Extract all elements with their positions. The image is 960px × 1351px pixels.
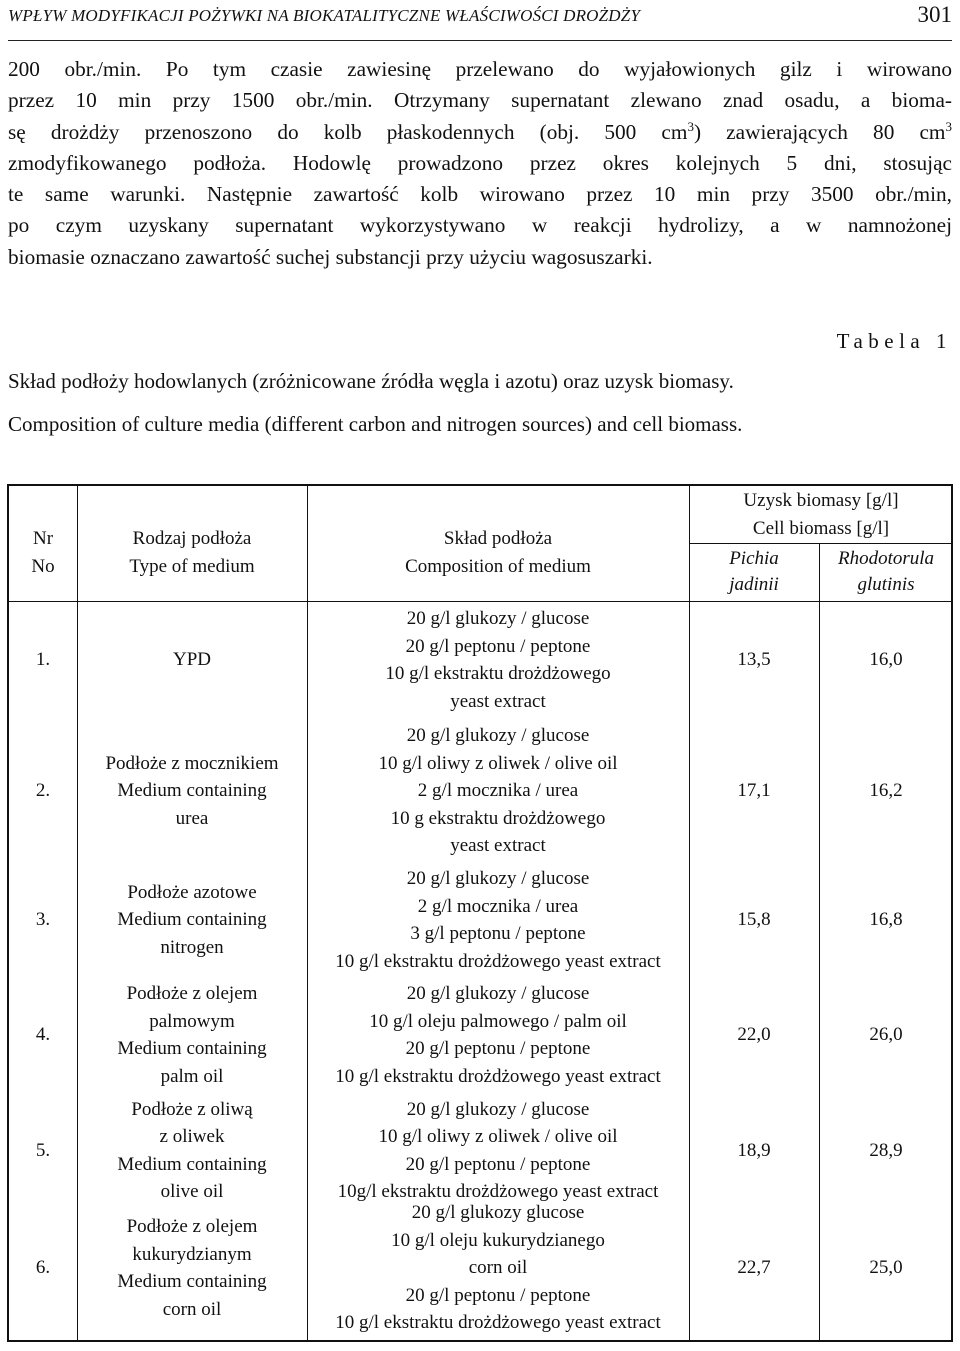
rhodotorula-biomass-value: [819, 719, 953, 863]
medium-composition-line: 20 g/l glukozy / glucose: [406, 983, 590, 1004]
body-text-fragment: sę drożdży przenoszono do kolb płaskodennych (obj. 500 cm: [8, 119, 688, 144]
medium-type: [77, 1208, 307, 1328]
medium-composition-line: 10 g/l ekstraktu drożdżowego yeast extract: [335, 950, 661, 972]
rhodotorula-biomass-value: [819, 1093, 953, 1208]
rhodotorula-biomass-value-line: 26,0: [869, 1024, 903, 1046]
medium-type: [77, 719, 307, 863]
header-type-of-medium-line: Type of medium: [129, 555, 255, 577]
medium-type-line: Podłoże azotowe: [127, 881, 257, 903]
pichia-biomass-value-line: 15,8: [737, 909, 771, 931]
body-line: te same warunki. Następnie zawartość kolb wirowano przez 10 min przy 3500 obr./min,: [8, 182, 952, 207]
medium-type-line: urea: [175, 807, 209, 829]
medium-type-line: z oliwek: [159, 1126, 225, 1147]
medium-type-line: nitrogen: [160, 936, 224, 958]
medium-composition-line: 10 g/l ekstraktu drożdżowego: [385, 663, 611, 684]
pichia-biomass-value-line: 18,9: [737, 1139, 771, 1161]
composition-table: [7, 484, 953, 1342]
pichia-biomass-value: [689, 1208, 819, 1328]
medium-composition-line: 10 g/l oliwy z oliwek / olive oil: [378, 1126, 618, 1147]
medium-composition-line: 10 g ekstraktu drożdżowego: [390, 807, 606, 829]
header-nr-line: No: [31, 555, 55, 577]
medium-composition: [307, 1093, 689, 1208]
rhodotorula-biomass-value: [819, 977, 953, 1093]
header-rhodotorula-glutinis: [819, 543, 953, 601]
header-pichia-jadinii-line: jadinii: [729, 574, 779, 595]
medium-composition-line: 3 g/l peptonu / peptone: [410, 923, 586, 944]
medium-type: [77, 977, 307, 1093]
medium-composition-line: 20 g/l glukozy / glucose: [406, 868, 590, 889]
medium-composition-line: 10 g/l ekstraktu drożdżowego yeast extract: [335, 1065, 661, 1087]
table-label: Tabela 1: [836, 329, 952, 353]
rhodotorula-biomass-value-line: 16,8: [869, 909, 903, 931]
medium-type-line: Medium containing: [117, 1271, 267, 1292]
medium-composition-line: 20 g/l glukozy / glucose: [406, 608, 590, 629]
header-biomass-line: Cell biomass [g/l]: [752, 517, 890, 539]
header-composition-line: Skład podłoża: [443, 528, 553, 549]
medium-composition: [307, 719, 689, 863]
medium-composition-line: 10 g/l oleju palmowego / palm oil: [369, 1010, 627, 1032]
medium-type-line: Medium containing: [117, 909, 267, 931]
pichia-biomass-value-line: 13,5: [737, 649, 771, 671]
pichia-biomass-value-line: 22,0: [737, 1024, 771, 1046]
row-number: [9, 719, 77, 863]
row-number-line: 4.: [35, 1024, 51, 1046]
header-biomass: [689, 486, 953, 543]
medium-type-line: Podłoże z oliwą: [131, 1098, 253, 1120]
rhodotorula-biomass-value-line: 16,0: [869, 649, 903, 671]
medium-type: [77, 863, 307, 977]
medium-type-line: corn oil: [162, 1298, 222, 1320]
header-composition: [307, 504, 689, 601]
pichia-biomass-value: [689, 977, 819, 1093]
medium-composition-line: yeast extract: [450, 835, 546, 857]
pichia-biomass-value-line: 22,7: [737, 1257, 771, 1279]
header-nr-line: Nr: [32, 528, 54, 549]
medium-type-line: Podłoże z olejem: [126, 983, 258, 1004]
running-title: WPŁYW MODYFIKACJI POŻYWKI NA BIOKATALITYCZNE WŁAŚCIWOŚCI DROŻDŻY: [8, 6, 641, 25]
medium-type: [77, 601, 307, 719]
medium-type-line: kukurydzianym: [132, 1243, 252, 1265]
body-paragraph: [8, 54, 952, 273]
row-number: [9, 977, 77, 1093]
medium-type-line: palm oil: [160, 1065, 224, 1087]
medium-type-line: Podłoże z olejem: [126, 1216, 258, 1237]
medium-composition: [307, 977, 689, 1093]
medium-type-line: Podłoże z mocznikiem: [105, 752, 279, 774]
header-pichia-jadinii: [689, 543, 819, 601]
rhodotorula-biomass-value: [819, 601, 953, 719]
medium-composition: [307, 863, 689, 977]
header-nr: [9, 504, 77, 601]
superscript: 3: [687, 118, 694, 134]
body-line: zmodyfikowanego podłoża. Hodowlę prowadzono przez okres kolejnych 5 dni, stosując: [8, 150, 952, 175]
medium-type: [77, 1093, 307, 1208]
medium-composition-line: 10 g/l ekstraktu drożdżowego yeast extract: [335, 1312, 661, 1334]
pichia-biomass-value: [689, 863, 819, 977]
row-number: [9, 863, 77, 977]
row-number-line: 6.: [35, 1257, 51, 1279]
medium-composition-line: 10 g/l oliwy z oliwek / olive oil: [378, 752, 618, 774]
body-line: 200 obr./min. Po tym czasie zawiesinę przelewano do wyjałowionych gilz i wirowano: [8, 57, 952, 81]
medium-composition: [307, 1202, 689, 1334]
medium-composition-line: yeast extract: [450, 690, 546, 712]
table-caption-polish: Skład podłoży hodowlanych (zróżnicowane źródła węgla i azotu) oraz uzysk biomasy.: [8, 369, 734, 393]
rhodotorula-biomass-value-line: 16,2: [869, 780, 903, 802]
header-type-of-medium: [77, 504, 307, 601]
page-number: 301: [917, 2, 952, 27]
header-rhodotorula-glutinis-line: Rhodotorula: [837, 548, 935, 569]
body-line: przez 10 min przy 1500 obr./min. Otrzymany supernatant zlewano znad osadu, a bioma-: [8, 88, 952, 113]
body-line: biomasie oznaczano zawartość suchej substancji przy użyciu wagosuszarki.: [8, 244, 653, 269]
medium-composition-line: 20 g/l glukozy / glucose: [406, 1098, 590, 1120]
medium-composition-line: corn oil: [468, 1257, 528, 1279]
header-rhodotorula-glutinis-line: glutinis: [857, 574, 915, 595]
medium-composition-line: 20 g/l peptonu / peptone: [405, 635, 591, 657]
medium-type-line: Medium containing: [117, 1153, 267, 1175]
medium-composition-line: 20 g/l peptonu / peptone: [405, 1153, 591, 1175]
medium-composition-line: 10g/l ekstraktu drożdżowego yeast extract: [337, 1181, 659, 1202]
table-caption-english: Composition of culture media (different carbon and nitrogen sources) and cell biomass.: [8, 412, 743, 436]
row-number-line: 5.: [35, 1139, 51, 1161]
body-text-fragment: ) zawierających 80 cm: [693, 119, 946, 144]
rhodotorula-biomass-value: [819, 863, 953, 977]
rhodotorula-biomass-value-line: 25,0: [869, 1257, 903, 1279]
body-line: [8, 117, 952, 148]
pichia-biomass-value: [689, 601, 819, 719]
medium-composition-line: 2 g/l mocznika / urea: [417, 895, 579, 917]
medium-type-line: palmowym: [149, 1010, 235, 1032]
row-number-line: 1.: [35, 649, 51, 671]
rhodotorula-biomass-value: [819, 1208, 953, 1328]
medium-composition-line: 20 g/l peptonu / peptone: [405, 1038, 591, 1059]
header-pichia-jadinii-line: Pichia: [729, 548, 779, 569]
pichia-biomass-value: [689, 719, 819, 863]
pichia-biomass-value: [689, 1093, 819, 1208]
medium-composition-line: 20 g/l glukozy glucose: [411, 1202, 585, 1224]
medium-composition-line: 20 g/l glukozy / glucose: [406, 725, 590, 747]
medium-type-line: Medium containing: [117, 1038, 267, 1059]
medium-composition-line: 20 g/l peptonu / peptone: [405, 1284, 591, 1306]
medium-composition-line: 2 g/l mocznika / urea: [417, 780, 579, 802]
row-number: [9, 1093, 77, 1208]
rhodotorula-biomass-value-line: 28,9: [869, 1139, 903, 1161]
header-type-of-medium-line: Rodzaj podłoża: [132, 528, 252, 549]
row-number-line: 2.: [35, 780, 51, 802]
medium-type-line: YPD: [172, 649, 211, 671]
row-number: [9, 601, 77, 719]
medium-type-line: olive oil: [160, 1181, 224, 1202]
header-biomass-line: Uzysk biomasy [g/l]: [743, 490, 899, 511]
running-header: [8, 0, 952, 41]
body-line: po czym uzyskany supernatant wykorzystywano w reakcji hydrolizy, a w namnożonej: [8, 213, 952, 238]
row-number: [9, 1208, 77, 1328]
row-number-line: 3.: [35, 909, 51, 931]
medium-type-line: Medium containing: [117, 780, 267, 802]
medium-composition-line: 10 g/l oleju kukurydzianego: [391, 1229, 605, 1251]
pichia-biomass-value-line: 17,1: [737, 780, 771, 802]
header-composition-line: Composition of medium: [405, 555, 591, 577]
superscript: 3: [945, 118, 952, 134]
medium-composition: [307, 601, 689, 719]
